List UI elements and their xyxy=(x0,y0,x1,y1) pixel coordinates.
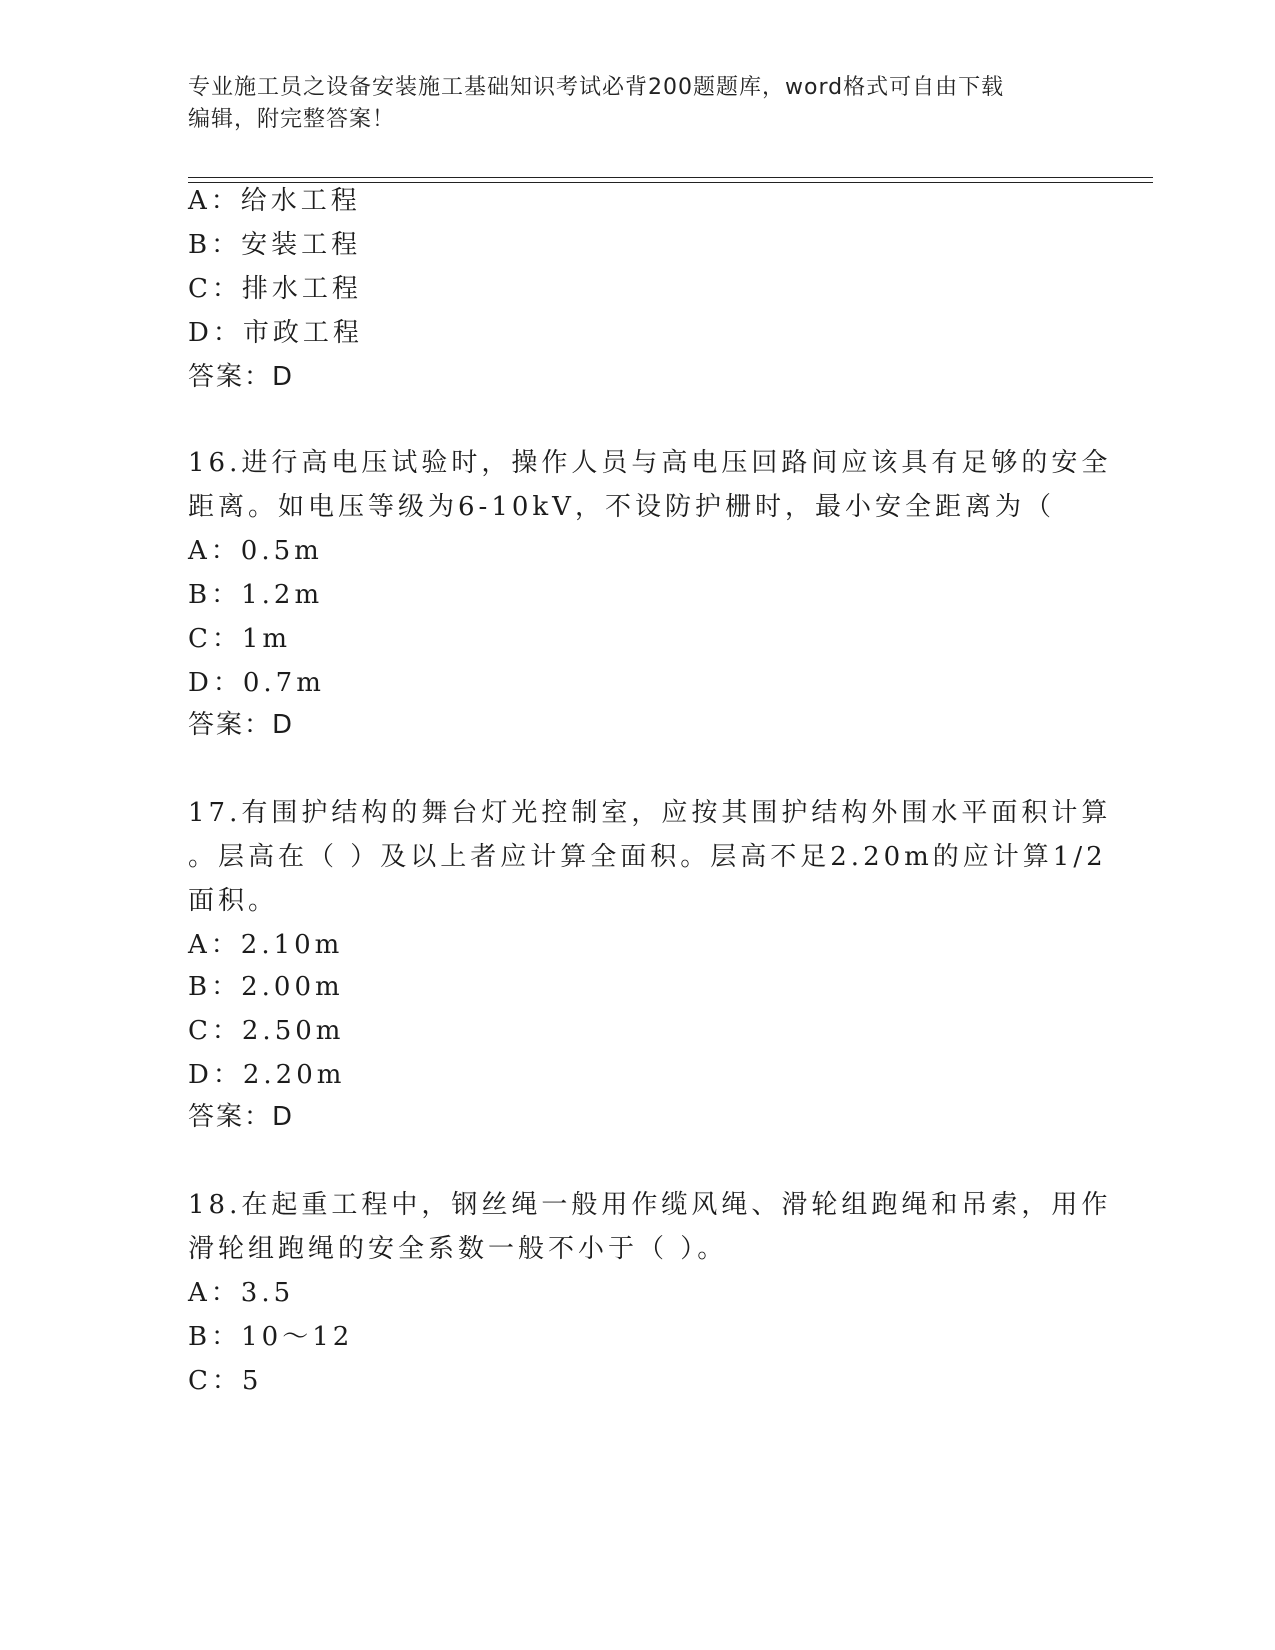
q15-option-c: C：排水工程 xyxy=(188,274,362,304)
q16-option-d: D：0.7m xyxy=(188,668,325,698)
q16-answer: 答案：D xyxy=(188,710,295,740)
document-header xyxy=(188,72,1088,136)
q18-stem-line-2: 滑轮组跑绳的安全系数一般不小于（ ）。 xyxy=(188,1234,728,1264)
q15-option-b: B：安装工程 xyxy=(188,230,362,260)
q17-stem-line-3: 面积。 xyxy=(188,886,279,916)
q16-option-a: A：0.5m xyxy=(188,536,323,566)
q16-stem-line-2: 距离。如电压等级为6-10kV，不设防护栅时，最小安全距离为（ xyxy=(188,492,1055,522)
q15-option-a: A：给水工程 xyxy=(188,186,361,216)
header-divider-top xyxy=(188,177,1153,178)
q16-stem-line-1: 16.进行高电压试验时，操作人员与高电压回路间应该具有足够的安全 xyxy=(188,448,1112,478)
q17-option-b: B：2.00m xyxy=(188,972,344,1002)
q17-stem-line-2: 。层高在（ ）及以上者应计算全面积。层高不足2.20m的应计算1/2 xyxy=(188,842,1107,872)
q18-option-b: B：10～12 xyxy=(188,1322,354,1352)
q17-stem-line-1: 17.有围护结构的舞台灯光控制室，应按其围护结构外围水平面积计算 xyxy=(188,798,1112,828)
q17-option-a: A：2.10m xyxy=(188,930,344,960)
header-line-2: 编辑，附完整答案！ xyxy=(188,107,396,132)
q18-option-c: C：5 xyxy=(188,1366,263,1396)
q17-option-c: C：2.50m xyxy=(188,1016,345,1046)
header-divider-bottom xyxy=(188,182,1153,183)
q16-option-c: C：1m xyxy=(188,624,292,654)
q17-answer: 答案：D xyxy=(188,1102,295,1132)
q15-option-d: D：市政工程 xyxy=(188,318,363,348)
q15-answer: 答案：D xyxy=(188,362,295,392)
q17-option-d: D：2.20m xyxy=(188,1060,346,1090)
q18-option-a: A：3.5 xyxy=(188,1278,295,1308)
header-line-1: 专业施工员之设备安装施工基础知识考试必背200题题库，word格式可自由下载 xyxy=(188,75,1005,100)
q16-option-b: B：1.2m xyxy=(188,580,324,610)
q18-stem-line-1: 18.在起重工程中，钢丝绳一般用作缆风绳、滑轮组跑绳和吊索，用作 xyxy=(188,1190,1112,1220)
